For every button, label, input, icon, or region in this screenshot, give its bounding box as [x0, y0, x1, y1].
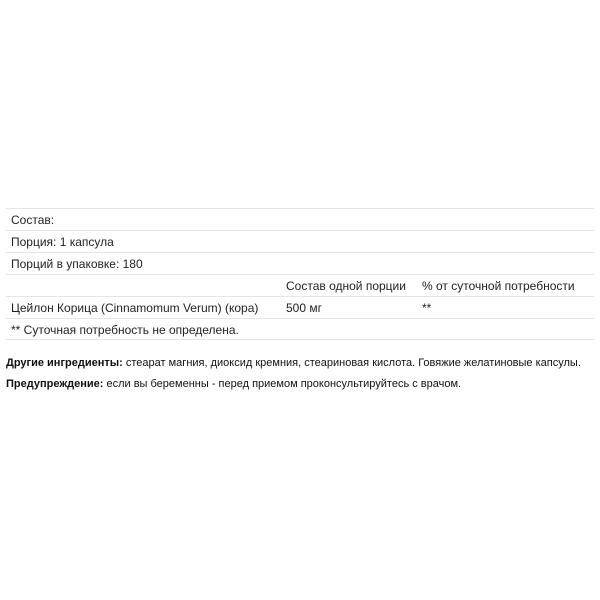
ingredient-daily-value: **: [422, 301, 432, 315]
warning-label: Предупреждение:: [6, 378, 104, 390]
amount-column-header: Состав одной порции: [286, 279, 406, 293]
warning: [6, 377, 594, 391]
other-ingredients: [6, 356, 594, 370]
supplement-facts-table: [6, 208, 594, 340]
daily-value-column-header: % от суточной потребности: [422, 279, 575, 293]
footnote: ** Суточная потребность не определена.: [11, 323, 239, 337]
other-ingredients-text: стеарат магния, диоксид кремния, стеариновая кислота. Говяжие желатиновые капсулы.: [122, 357, 581, 369]
ingredient-amount: 500 мг: [286, 301, 322, 315]
servings-per-container: Порций в упаковке: 180: [11, 257, 143, 271]
ingredient-name: Цейлон Корица (Cinnamomum Verum) (кора): [11, 301, 259, 315]
facts-title: Состав:: [11, 213, 55, 227]
warning-text: если вы беременны - перед приемом проконсультируйтесь с врачом.: [103, 378, 462, 390]
ingredient-row: [6, 296, 594, 318]
serving-size: Порция: 1 капсула: [11, 235, 114, 249]
column-header-row: [6, 274, 594, 296]
facts-title-row: [6, 208, 594, 230]
servings-per-container-row: [6, 252, 594, 274]
other-ingredients-label: Другие ингредиенты:: [6, 357, 123, 369]
footnote-row: [6, 318, 594, 340]
serving-size-row: [6, 230, 594, 252]
